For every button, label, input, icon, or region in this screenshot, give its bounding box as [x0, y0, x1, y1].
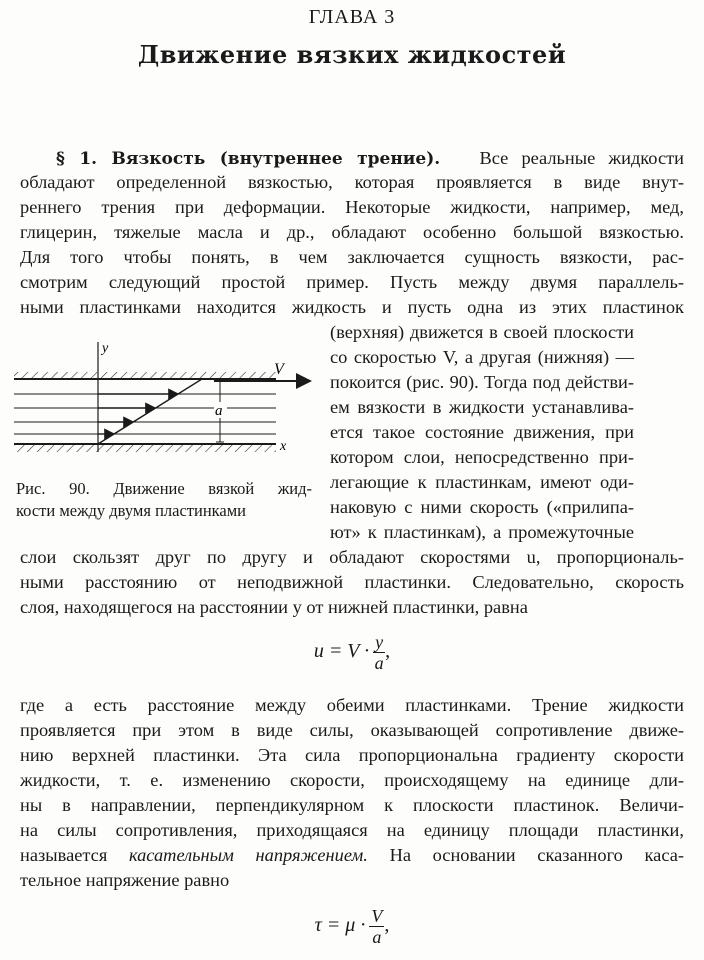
figure-90: [14, 336, 314, 468]
formula-tail: ,: [385, 640, 391, 663]
text-line: ют» к пластинкам), а промежуточные: [330, 522, 634, 542]
text-line: со скоростью V, а другая (нижняя) —: [330, 347, 634, 367]
text-line: легающие к пластинкам, имеют оди-: [330, 472, 634, 492]
text-span: называется: [20, 845, 108, 865]
text-line: жидкости, т. е. изменению скорости, происходящему на единице дли-: [20, 770, 684, 790]
fraction: [369, 906, 384, 947]
section-heading: § 1. Вязкость (внутреннее трение).: [56, 149, 441, 169]
formula-velocity: [0, 632, 704, 673]
bottom-plate-hatch: [14, 445, 276, 452]
text-line: ется такое состояние движения, при: [330, 422, 634, 442]
top-plate-hatch: [14, 372, 276, 379]
text-line: глицерин, тяжелые масла и др., обладают особенно большой вязкостью.: [20, 222, 684, 242]
formula-tail: ,: [384, 914, 390, 937]
figure-caption: [16, 478, 312, 522]
text-line: покоится (рис. 90). Тогда под действи-: [330, 372, 634, 392]
label-a: a: [215, 403, 223, 419]
fraction: [373, 632, 385, 673]
text-line: наковую с ними скорость («прилипа-: [330, 497, 634, 517]
caption-line: Рис. 90. Движение вязкой жид-: [16, 479, 312, 498]
text-span: Все реальные жидкости: [479, 148, 685, 168]
formula-lhs: u = V ·: [313, 640, 370, 663]
text-span: На основании сказанного каса-: [389, 845, 684, 865]
text-line: ными пластинками находится жидкость и пусть одна из этих пластинок: [20, 297, 684, 317]
text-line: реннего трения при деформации. Некоторые жидкости, например, мед,: [20, 197, 684, 217]
numerator: V: [371, 906, 383, 926]
text-line: ем вязкости в жидкости устанавлива-: [330, 397, 634, 417]
caption-line: кости между двумя пластинками: [16, 501, 247, 520]
text-line: обладают определенной вязкостью, которая проявляется в виде внут-: [20, 172, 684, 192]
text-line: смотрим следующий простой пример. Пусть между двумя параллель-: [20, 272, 684, 292]
text-line: [20, 843, 684, 867]
text-line: где a есть расстояние между обеими пластинками. Трение жидкости: [20, 695, 684, 715]
text-line: [56, 146, 684, 171]
term-italic: касательным напряжением.: [128, 845, 368, 865]
text-line: проявляется при этом в виде силы, оказывающей сопротивление движе-: [20, 720, 684, 740]
text-line: нию верхней пластинки. Эта сила пропорциональна градиенту скорости: [20, 745, 684, 765]
chapter-label: ГЛАВА 3: [308, 6, 396, 28]
chapter-title: Движение вязких жидкостей: [137, 40, 567, 69]
text-line: ными расстоянию от неподвижной пластинки. Следовательно, скорость: [20, 572, 684, 592]
text-line: слои скользят друг по другу и обладают скоростями u, пропорциональ-: [20, 547, 684, 567]
label-y: y: [102, 341, 109, 356]
denominator: a: [374, 653, 384, 673]
text-line: ны в направлении, перпендикулярном к плоскости пластинок. Величи-: [20, 795, 684, 815]
text-line: (верхняя) движется в своей плоскости: [330, 322, 634, 342]
text-line: котором слои, непосредственно при-: [330, 447, 634, 467]
text-line: слоя, находящегося на расстоянии y от нижней пластинки, равна: [20, 597, 528, 617]
formula-stress: [0, 906, 704, 947]
numerator: y: [375, 632, 384, 652]
text-line: тельное напряжение равно: [20, 870, 230, 890]
label-x: x: [280, 439, 287, 454]
text-line: Для того чтобы понять, в чем заключается сущность вязкости, рас-: [20, 247, 684, 267]
label-v: V: [274, 361, 284, 378]
text-line: на силы сопротивления, приходящаяся на единицу площади пластинки,: [20, 820, 684, 840]
denominator: a: [372, 927, 382, 947]
formula-lhs: τ = μ ·: [314, 914, 366, 937]
